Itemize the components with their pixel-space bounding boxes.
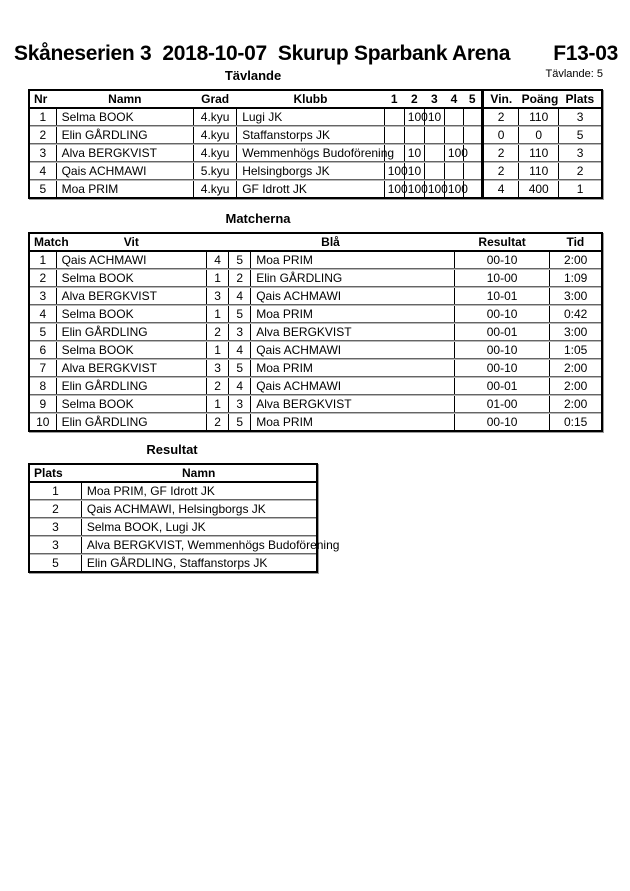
category-code: F13-03 (553, 42, 618, 65)
result-row (29, 554, 317, 572)
cell-score-2: 10 (404, 144, 424, 162)
col-header-3: 3 (424, 90, 444, 108)
cell-poang: 0 (519, 126, 559, 144)
section-title-results: Resultat (146, 442, 198, 457)
cell-bla-nr: 4 (229, 341, 251, 359)
match-row (29, 305, 602, 323)
cell-namn: Qais ACHMAWI, Helsingborgs JK (81, 500, 317, 518)
cell-bla-name: Moa PRIM (251, 251, 455, 269)
competitor-row (29, 162, 602, 180)
result-row (29, 518, 317, 536)
cell-vit-nr: 1 (207, 395, 229, 413)
cell-klubb: Staffanstorps JK (237, 126, 385, 144)
cell-bla-nr: 3 (229, 323, 251, 341)
cell-resultat: 00-10 (454, 305, 549, 323)
cell-plats: 5 (559, 126, 602, 144)
cell-bla-nr: 5 (229, 305, 251, 323)
cell-match-nr: 2 (29, 269, 56, 287)
cell-vit-name: Elin GÅRDLING (56, 377, 207, 395)
cell-match-nr: 9 (29, 395, 56, 413)
cell-score-4 (444, 126, 463, 144)
col-header-plats: Plats (559, 90, 602, 108)
match-row (29, 251, 602, 269)
cell-tid: 3:00 (550, 287, 602, 305)
col-header-nr: Nr (29, 90, 56, 108)
match-row (29, 359, 602, 377)
section-title-competitors: Tävlande (224, 68, 282, 83)
match-row (29, 395, 602, 413)
results-header-row (29, 464, 317, 482)
col-header-tid: Tid (550, 233, 602, 251)
col-header-poang: Poäng (519, 90, 559, 108)
cell-bla-nr: 5 (229, 413, 251, 431)
cell-vit-nr: 3 (207, 287, 229, 305)
cell-tid: 0:42 (550, 305, 602, 323)
cell-vit-name: Qais ACHMAWI (56, 251, 207, 269)
cell-bla-nr: 2 (229, 269, 251, 287)
cell-vit-name: Alva BERGKVIST (56, 359, 207, 377)
cell-vit-name: Selma BOOK (56, 305, 207, 323)
cell-resultat: 10-00 (454, 269, 549, 287)
cell-resultat: 00-10 (454, 413, 549, 431)
competitors-header-row (29, 90, 602, 108)
cell-vit-name: Alva BERGKVIST (56, 287, 207, 305)
cell-namn: Alva BERGKVIST, Wemmenhögs Budoförening (81, 536, 317, 554)
col-header-vin: Vin. (483, 90, 519, 108)
cell-nr: 1 (39, 109, 47, 124)
col-header-vit: Vit (56, 233, 207, 251)
cell-vit-nr: 3 (207, 359, 229, 377)
col-header-namn: Namn (56, 90, 193, 108)
cell-score-5 (463, 108, 482, 126)
cell-bla-name: Elin GÅRDLING (251, 269, 455, 287)
cell-score-2 (404, 126, 424, 144)
cell-match-nr: 6 (29, 341, 56, 359)
cell-vit-nr: 2 (207, 377, 229, 395)
cell-score-3 (424, 126, 444, 144)
competitors-table (28, 89, 603, 199)
cell-bla-name: Moa PRIM (251, 305, 455, 323)
cell-poang: 110 (519, 108, 559, 126)
cell-bla-name: Qais ACHMAWI (251, 377, 455, 395)
cell-score-4 (444, 108, 463, 126)
cell-plats: 3 (559, 144, 602, 162)
cell-score-1 (384, 126, 404, 144)
cell-poang: 400 (519, 180, 559, 198)
cell-namn: Qais ACHMAWI (56, 162, 193, 180)
cell-grad: 4.kyu (194, 126, 237, 144)
cell-vit-name: Selma BOOK (56, 269, 207, 287)
cell-score-4: 100 (444, 144, 463, 162)
cell-nr: 3 (29, 144, 56, 162)
match-row (29, 341, 602, 359)
cell-klubb: Wemmenhögs Budoförening (237, 144, 385, 162)
competitor-row (29, 180, 602, 198)
col-header-bla: Blå (207, 233, 455, 251)
col-header-plats: Plats (29, 464, 81, 482)
cell-tid: 2:00 (550, 377, 602, 395)
match-row (29, 287, 602, 305)
matches-header-row (29, 233, 602, 251)
cell-vit-nr: 1 (207, 269, 229, 287)
cell-score-5 (463, 126, 482, 144)
cell-score-2: 100 (404, 108, 424, 126)
cell-resultat: 00-10 (454, 359, 549, 377)
cell-resultat: 10-01 (454, 287, 549, 305)
cell-klubb: Lugi JK (237, 108, 385, 126)
cell-bla-name: Moa PRIM (251, 413, 455, 431)
col-header-5: 5 (463, 90, 482, 108)
cell-bla-nr: 3 (229, 395, 251, 413)
cell-vin: 2 (483, 108, 519, 126)
matches-table (28, 232, 603, 432)
cell-tid: 3:00 (550, 323, 602, 341)
cell-vit-nr: 1 (207, 305, 229, 323)
cell-namn: Elin GÅRDLING, Staffanstorps JK (81, 554, 317, 572)
cell-vit-nr: 1 (207, 341, 229, 359)
cell-score-3 (424, 144, 444, 162)
col-header-match: Match (29, 233, 56, 251)
cell-plats: 3 (559, 108, 602, 126)
cell-nr: 2 (29, 126, 56, 144)
result-row (29, 536, 317, 554)
col-header-klubb: Klubb (237, 90, 385, 108)
cell-klubb: Helsingborgs JK (237, 162, 385, 180)
cell-grad: 4.kyu (194, 108, 237, 126)
cell-bla-name: Alva BERGKVIST (251, 395, 455, 413)
competitor-row (29, 108, 602, 126)
cell-score-3: 10 (424, 108, 444, 126)
page-header (14, 42, 618, 66)
col-header-namn: Namn (81, 464, 317, 482)
cell-tid: 0:15 (550, 413, 602, 431)
cell-match-nr: 1 (39, 252, 47, 267)
cell-resultat: 00-01 (454, 377, 549, 395)
col-header-4: 4 (444, 90, 463, 108)
cell-vit-name: Selma BOOK (56, 395, 207, 413)
match-row (29, 413, 602, 431)
result-row (29, 482, 317, 500)
cell-nr: 5 (29, 180, 56, 198)
cell-poang: 110 (519, 144, 559, 162)
cell-grad: 4.kyu (194, 180, 237, 198)
cell-bla-name: Alva BERGKVIST (251, 323, 455, 341)
cell-namn: Selma BOOK, Lugi JK (81, 518, 317, 536)
cell-score-5 (463, 162, 482, 180)
cell-tid: 1:09 (550, 269, 602, 287)
cell-vin: 2 (483, 144, 519, 162)
match-row (29, 269, 602, 287)
cell-match-nr: 8 (29, 377, 56, 395)
results-table (28, 463, 340, 573)
cell-match-nr: 4 (29, 305, 56, 323)
cell-match-nr: 3 (29, 287, 56, 305)
cell-plats: 1 (52, 483, 59, 498)
cell-match-nr: 7 (29, 359, 56, 377)
cell-vit-name: Elin GÅRDLING (56, 413, 207, 431)
col-header-2: 2 (404, 90, 424, 108)
cell-score-1: 100 (384, 180, 404, 198)
cell-score-3 (424, 162, 444, 180)
cell-score-1: 100 (384, 162, 404, 180)
cell-match-nr: 5 (29, 323, 56, 341)
cell-poang: 110 (519, 162, 559, 180)
cell-plats: 3 (29, 536, 81, 554)
cell-plats: 2 (559, 162, 602, 180)
cell-nr: 4 (29, 162, 56, 180)
cell-plats: 2 (29, 500, 81, 518)
cell-bla-nr: 4 (229, 377, 251, 395)
cell-klubb: GF Idrott JK (237, 180, 385, 198)
cell-vit-nr: 4 (207, 251, 229, 269)
cell-match-nr: 10 (29, 413, 56, 431)
cell-vit-nr: 2 (207, 413, 229, 431)
cell-namn: Selma BOOK (56, 108, 193, 126)
cell-resultat: 00-01 (454, 323, 549, 341)
match-row (29, 323, 602, 341)
cell-score-3: 100 (424, 180, 444, 198)
section-title-matches: Matcherna (225, 211, 291, 226)
cell-resultat: 01-00 (454, 395, 549, 413)
cell-namn: Moa PRIM, GF Idrott JK (81, 482, 317, 500)
cell-score-1 (384, 108, 404, 126)
cell-vit-nr: 2 (207, 323, 229, 341)
competitor-row (29, 126, 602, 144)
cell-namn: Elin GÅRDLING (56, 126, 193, 144)
cell-bla-name: Moa PRIM (251, 359, 455, 377)
cell-bla-name: Qais ACHMAWI (251, 341, 455, 359)
cell-bla-nr: 4 (229, 287, 251, 305)
cell-vin: 0 (483, 126, 519, 144)
cell-tid: 2:00 (550, 359, 602, 377)
col-header-grad: Grad (194, 90, 237, 108)
cell-vit-name: Elin GÅRDLING (56, 323, 207, 341)
cell-namn: Alva BERGKVIST (56, 144, 193, 162)
cell-bla-nr: 5 (229, 251, 251, 269)
cell-vin: 4 (483, 180, 519, 198)
col-header-1: 1 (384, 90, 404, 108)
competitors-count-label: Tävlande: 5 (545, 68, 603, 80)
cell-grad: 5.kyu (194, 162, 237, 180)
cell-tid: 2:00 (550, 395, 602, 413)
cell-score-2: 100 (404, 180, 424, 198)
cell-vin: 2 (483, 162, 519, 180)
cell-resultat: 00-10 (454, 341, 549, 359)
match-row (29, 377, 602, 395)
cell-bla-nr: 5 (229, 359, 251, 377)
cell-namn: Moa PRIM (56, 180, 193, 198)
page-title: Skåneserien 3 2018-10-07 Skurup Sparbank Arena (14, 42, 511, 65)
result-row (29, 500, 317, 518)
cell-plats: 5 (29, 554, 81, 572)
cell-vit-name: Selma BOOK (56, 341, 207, 359)
cell-plats: 3 (29, 518, 81, 536)
cell-tid: 1:05 (550, 341, 602, 359)
cell-bla-name: Qais ACHMAWI (251, 287, 455, 305)
cell-plats: 1 (559, 180, 602, 198)
cell-grad: 4.kyu (194, 144, 237, 162)
cell-resultat: 00-10 (454, 251, 549, 269)
cell-score-4: 100 (444, 180, 463, 198)
cell-score-2: 10 (404, 162, 424, 180)
competitor-row (29, 144, 602, 162)
cell-score-4 (444, 162, 463, 180)
cell-tid: 2:00 (550, 251, 602, 269)
col-header-resultat: Resultat (454, 233, 549, 251)
